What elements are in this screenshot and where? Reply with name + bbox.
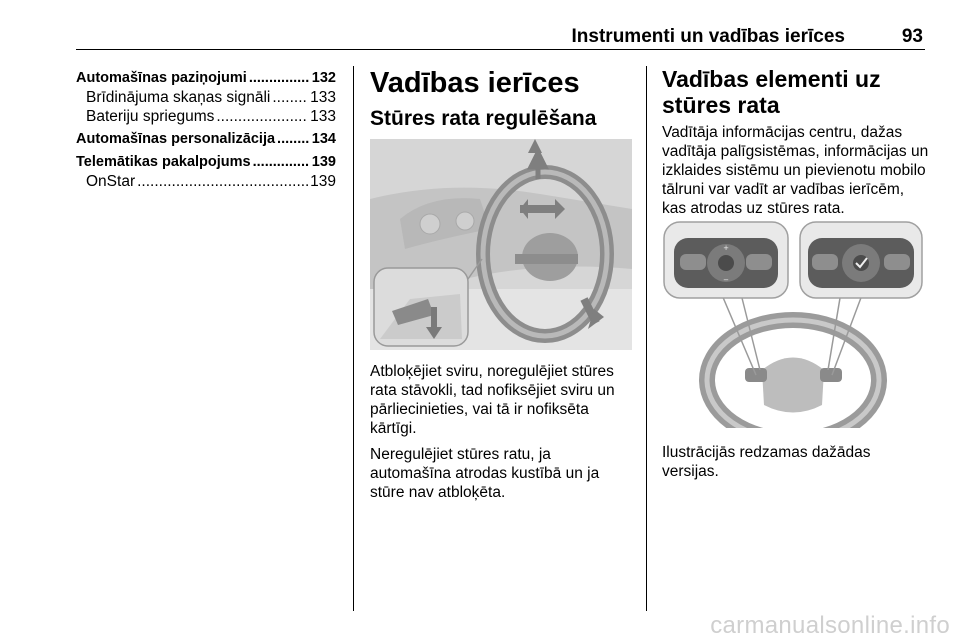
section-steering-controls: [662, 66, 932, 218]
paragraph: Atbloķējiet sviru, noregulējiet stūres rata stāvokli, tad nofiksējiet sviru un pārliecinieties, vai tā ir nofiksēta kārtīgi.: [370, 363, 615, 437]
svg-text:−: −: [723, 276, 729, 284]
page-number: 93: [901, 26, 923, 47]
page-header: [76, 22, 925, 50]
section-title: Vadības ierīces: [370, 67, 580, 99]
figure-caption: Ilustrācijās redzamas dažādas versijas.: [662, 444, 871, 480]
steering-adjustment-illustration: [370, 139, 632, 350]
svg-text:+: +: [723, 244, 729, 252]
toc-entry[interactable]: Brīdinājuma skaņas signāli ..... 133: [76, 88, 336, 107]
watermark: carmanualsonline.info: [710, 612, 950, 639]
section-controls: [370, 66, 636, 132]
header-title: Instrumenti un vadības ierīces: [571, 26, 845, 47]
toc-entry[interactable]: Telemātikas pakalpojums ..... 139: [76, 153, 336, 172]
section-subtitle: Stūres rata regulēšana: [370, 107, 597, 130]
section-body: [370, 362, 636, 502]
controls-intro: Vadītāja informācijas centru, dažas vadītāja palīgsistēmas, informācijas un izklaides sistēmu un pievienotu mobilo tālruni var vadīt ar vadības ierīcēm, kas atrodas uz stūres rata.: [662, 124, 929, 217]
steering-wheel-controls-illustration: [662, 220, 925, 428]
table-of-contents: [76, 69, 336, 191]
toc-entry[interactable]: Bateriju spriegums ..... 133: [76, 107, 336, 126]
toc-entry[interactable]: Automašīnas paziņojumi ..... 132: [76, 69, 336, 88]
column-divider-1: [353, 66, 354, 611]
column-divider-2: [646, 66, 647, 611]
paragraph: Neregulējiet stūres ratu, ja automašīna atrodas kustībā un ja stūre nav atbloķēta.: [370, 446, 600, 501]
toc-entry[interactable]: OnStar ..... 139: [76, 172, 336, 191]
toc-entry[interactable]: Automašīnas personalizācija ..... 134: [76, 130, 336, 149]
controls-title: Vadības elementi uz stūres rata: [662, 66, 881, 118]
